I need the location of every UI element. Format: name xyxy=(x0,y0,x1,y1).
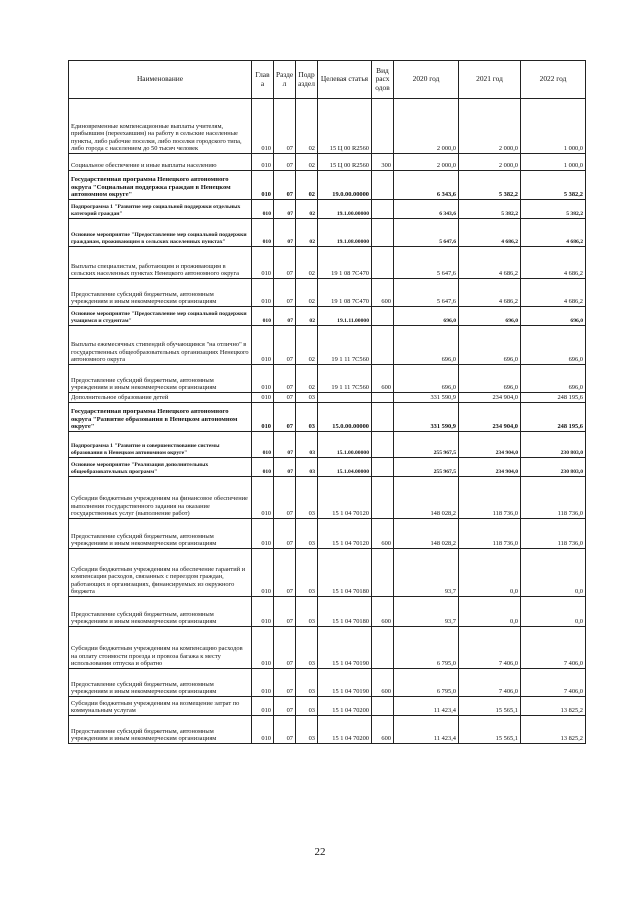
cell-2021: 15 565,1 xyxy=(459,716,521,744)
cell-expense-type xyxy=(372,393,394,403)
cell-target-article: 15 1 04 70190 xyxy=(318,627,372,669)
cell-2022: 118 736,0 xyxy=(521,477,586,519)
cell-2020: 5 647,6 xyxy=(394,279,459,307)
cell-2021: 696,0 xyxy=(459,326,521,365)
cell-razdel: 07 xyxy=(274,432,296,458)
header-glava: Глав а xyxy=(252,61,274,99)
cell-podrazdel: 02 xyxy=(296,154,318,171)
cell-name: Государственная программа Ненецкого автономного округа "Развитие образования в Ненецком автономном округе" xyxy=(69,403,252,432)
cell-glava: 010 xyxy=(252,171,274,200)
cell-expense-type xyxy=(372,200,394,219)
cell-target-article: 19 1 11 7С560 xyxy=(318,326,372,365)
table-row xyxy=(69,432,586,458)
cell-target-article: 15 1 04 70200 xyxy=(318,697,372,716)
cell-2020: 5 647,6 xyxy=(394,219,459,247)
cell-2022: 13 825,2 xyxy=(521,697,586,716)
cell-2020: 148 028,2 xyxy=(394,519,459,549)
cell-glava: 010 xyxy=(252,247,274,279)
cell-podrazdel: 03 xyxy=(296,477,318,519)
cell-2021: 696,0 xyxy=(459,307,521,326)
cell-2020: 93,7 xyxy=(394,597,459,627)
cell-2022: 5 382,2 xyxy=(521,200,586,219)
cell-2021: 5 382,2 xyxy=(459,171,521,200)
cell-2020: 255 967,5 xyxy=(394,458,459,477)
cell-target-article: 15 1 04 70120 xyxy=(318,519,372,549)
table-row xyxy=(69,279,586,307)
cell-expense-type xyxy=(372,171,394,200)
header-expense-type: Вид расх одов xyxy=(372,61,394,99)
cell-2021: 5 382,2 xyxy=(459,200,521,219)
cell-podrazdel: 02 xyxy=(296,200,318,219)
cell-target-article: 15.0.00.00000 xyxy=(318,403,372,432)
cell-target-article: 15 1 04 70180 xyxy=(318,597,372,627)
cell-2020: 331 590,9 xyxy=(394,403,459,432)
cell-expense-type: 600 xyxy=(372,716,394,744)
cell-target-article: 15 1 04 70180 xyxy=(318,549,372,597)
cell-expense-type xyxy=(372,549,394,597)
table-body xyxy=(69,99,586,744)
cell-name: Субсидии бюджетным учреждениям на финансовое обеспечение выполнения государственного задания на оказание государственных услуг (выполнение работ) xyxy=(69,477,252,519)
cell-2022: 5 382,2 xyxy=(521,171,586,200)
cell-2020: 331 590,9 xyxy=(394,393,459,403)
cell-2021: 234 904,0 xyxy=(459,458,521,477)
cell-2022: 1 000,0 xyxy=(521,99,586,154)
cell-razdel: 07 xyxy=(274,477,296,519)
cell-2021: 234 904,0 xyxy=(459,403,521,432)
cell-2022: 230 803,0 xyxy=(521,432,586,458)
header-year-2020: 2020 год xyxy=(394,61,459,99)
table-header-row xyxy=(69,61,586,99)
cell-razdel: 07 xyxy=(274,627,296,669)
table-row xyxy=(69,627,586,669)
cell-expense-type xyxy=(372,458,394,477)
cell-podrazdel: 02 xyxy=(296,326,318,365)
table-row xyxy=(69,477,586,519)
cell-2020: 2 000,0 xyxy=(394,99,459,154)
cell-podrazdel: 03 xyxy=(296,393,318,403)
cell-2020: 6 343,6 xyxy=(394,171,459,200)
cell-2022: 696,0 xyxy=(521,365,586,393)
cell-expense-type xyxy=(372,99,394,154)
cell-razdel: 07 xyxy=(274,307,296,326)
header-podrazdel: Подр аздел xyxy=(296,61,318,99)
cell-2020: 148 028,2 xyxy=(394,477,459,519)
cell-razdel: 07 xyxy=(274,154,296,171)
cell-name: Предоставление субсидий бюджетным, автономным учреждениям и иным некоммерческим организациям xyxy=(69,597,252,627)
table-row xyxy=(69,393,586,403)
cell-podrazdel: 03 xyxy=(296,597,318,627)
cell-glava: 010 xyxy=(252,597,274,627)
cell-2021: 4 686,2 xyxy=(459,247,521,279)
cell-target-article: 15 Ц 00 R2560 xyxy=(318,99,372,154)
cell-razdel: 07 xyxy=(274,403,296,432)
cell-target-article: 19.0.00.00000 xyxy=(318,171,372,200)
table-row xyxy=(69,171,586,200)
table-row xyxy=(69,549,586,597)
header-razdel: Разде л xyxy=(274,61,296,99)
cell-podrazdel: 03 xyxy=(296,403,318,432)
cell-target-article: 15 Ц 00 R2560 xyxy=(318,154,372,171)
cell-podrazdel: 02 xyxy=(296,365,318,393)
table-row xyxy=(69,597,586,627)
cell-glava: 010 xyxy=(252,519,274,549)
cell-2020: 6 795,0 xyxy=(394,627,459,669)
cell-expense-type xyxy=(372,219,394,247)
table-row xyxy=(69,307,586,326)
cell-razdel: 07 xyxy=(274,171,296,200)
cell-expense-type xyxy=(372,326,394,365)
cell-glava: 010 xyxy=(252,326,274,365)
cell-2022: 248 195,6 xyxy=(521,403,586,432)
cell-expense-type xyxy=(372,477,394,519)
cell-2022: 0,0 xyxy=(521,597,586,627)
cell-razdel: 07 xyxy=(274,326,296,365)
cell-name: Подпрограмма 1 "Развитие и совершенствование системы образования в Ненецком автономном округе" xyxy=(69,432,252,458)
cell-target-article: 15 1 04 70190 xyxy=(318,669,372,697)
cell-razdel: 07 xyxy=(274,247,296,279)
cell-2022: 7 406,0 xyxy=(521,627,586,669)
cell-glava: 010 xyxy=(252,477,274,519)
table-row xyxy=(69,99,586,154)
cell-target-article: 19.1.00.00000 xyxy=(318,200,372,219)
cell-2021: 7 406,0 xyxy=(459,669,521,697)
cell-podrazdel: 02 xyxy=(296,279,318,307)
cell-name: Единовременные компенсационные выплаты учителям, прибывшим (переехавшим) на работу в сельские населенные пункты, либо рабочие поселки, либо поселки городского типа, либо города с населением до 50 тысяч человек xyxy=(69,99,252,154)
cell-razdel: 07 xyxy=(274,669,296,697)
cell-name: Субсидии бюджетным учреждениям на обеспечение гарантий и компенсации расходов, связанных с переездом граждан, работающих в организациях, финансируемых из окружного бюджета xyxy=(69,549,252,597)
cell-podrazdel: 03 xyxy=(296,627,318,669)
cell-2022: 4 686,2 xyxy=(521,279,586,307)
header-target-article: Целевая статья xyxy=(318,61,372,99)
cell-podrazdel: 02 xyxy=(296,247,318,279)
cell-expense-type xyxy=(372,403,394,432)
cell-podrazdel: 02 xyxy=(296,99,318,154)
cell-glava: 010 xyxy=(252,365,274,393)
cell-expense-type: 600 xyxy=(372,519,394,549)
cell-name: Предоставление субсидий бюджетным, автономным учреждениям и иным некоммерческим организациям xyxy=(69,519,252,549)
cell-podrazdel: 03 xyxy=(296,432,318,458)
cell-glava: 010 xyxy=(252,200,274,219)
cell-podrazdel: 02 xyxy=(296,307,318,326)
cell-expense-type xyxy=(372,627,394,669)
cell-razdel: 07 xyxy=(274,393,296,403)
cell-podrazdel: 02 xyxy=(296,219,318,247)
cell-expense-type: 600 xyxy=(372,279,394,307)
cell-name: Субсидии бюджетным учреждениям на возмещение затрат по коммунальным услугам xyxy=(69,697,252,716)
cell-razdel: 07 xyxy=(274,279,296,307)
cell-expense-type xyxy=(372,307,394,326)
cell-glava: 010 xyxy=(252,432,274,458)
cell-name: Предоставление субсидий бюджетным, автономным учреждениям и иным некоммерческим организациям xyxy=(69,279,252,307)
cell-target-article: 15.1.04.00000 xyxy=(318,458,372,477)
table-row xyxy=(69,669,586,697)
cell-podrazdel: 02 xyxy=(296,171,318,200)
cell-2022: 13 825,2 xyxy=(521,716,586,744)
cell-razdel: 07 xyxy=(274,200,296,219)
cell-podrazdel: 03 xyxy=(296,519,318,549)
cell-name: Основное мероприятие "Реализация дополнительных общеобразовательных программ" xyxy=(69,458,252,477)
cell-target-article: 19 1 11 7С560 xyxy=(318,365,372,393)
cell-glava: 010 xyxy=(252,393,274,403)
cell-2021: 15 565,1 xyxy=(459,697,521,716)
cell-name: Основное мероприятие "Предоставление мер социальной поддержки учащимся и студентам" xyxy=(69,307,252,326)
cell-name: Предоставление субсидий бюджетным, автономным учреждениям и иным некоммерческим организациям xyxy=(69,365,252,393)
cell-expense-type xyxy=(372,432,394,458)
cell-2022: 230 803,0 xyxy=(521,458,586,477)
cell-glava: 010 xyxy=(252,716,274,744)
cell-podrazdel: 03 xyxy=(296,549,318,597)
cell-2022: 118 736,0 xyxy=(521,519,586,549)
cell-2022: 7 406,0 xyxy=(521,669,586,697)
cell-glava: 010 xyxy=(252,279,274,307)
cell-glava: 010 xyxy=(252,549,274,597)
cell-target-article: 15 1 04 70200 xyxy=(318,716,372,744)
cell-glava: 010 xyxy=(252,697,274,716)
cell-2021: 7 406,0 xyxy=(459,627,521,669)
cell-2022: 4 686,2 xyxy=(521,247,586,279)
table-row xyxy=(69,519,586,549)
cell-expense-type xyxy=(372,247,394,279)
cell-2020: 11 423,4 xyxy=(394,716,459,744)
cell-2020: 11 423,4 xyxy=(394,697,459,716)
cell-expense-type: 600 xyxy=(372,669,394,697)
budget-table xyxy=(68,60,586,744)
cell-name: Социальное обеспечение и иные выплаты населению xyxy=(69,154,252,171)
page-number: 22 xyxy=(314,846,326,858)
cell-glava: 010 xyxy=(252,154,274,171)
header-year-2022: 2022 год xyxy=(521,61,586,99)
cell-target-article: 19.1.08.00000 xyxy=(318,219,372,247)
cell-expense-type xyxy=(372,697,394,716)
cell-razdel: 07 xyxy=(274,519,296,549)
cell-name: Выплаты ежемесячных стипендий обучающимся "на отлично" в государственных общеобразовательных организациях Ненецкого автономного округа xyxy=(69,326,252,365)
cell-glava: 010 xyxy=(252,403,274,432)
cell-expense-type: 600 xyxy=(372,365,394,393)
cell-2022: 248 195,6 xyxy=(521,393,586,403)
table-row xyxy=(69,200,586,219)
cell-name: Дополнительное образование детей xyxy=(69,393,252,403)
cell-target-article: 15 1 04 70120 xyxy=(318,477,372,519)
cell-2021: 118 736,0 xyxy=(459,519,521,549)
cell-name: Подпрограмма 1 "Развитие мер социальной поддержки отдельных категорий граждан" xyxy=(69,200,252,219)
cell-glava: 010 xyxy=(252,669,274,697)
cell-expense-type: 300 xyxy=(372,154,394,171)
cell-target-article: 19.1.11.00000 xyxy=(318,307,372,326)
table-row xyxy=(69,154,586,171)
cell-razdel: 07 xyxy=(274,365,296,393)
table-row xyxy=(69,326,586,365)
cell-name: Государственная программа Ненецкого автономного округа "Социальная поддержка граждан в Ненецком автономном округе" xyxy=(69,171,252,200)
cell-glava: 010 xyxy=(252,627,274,669)
cell-2022: 696,0 xyxy=(521,307,586,326)
cell-2020: 93,7 xyxy=(394,549,459,597)
cell-2021: 0,0 xyxy=(459,549,521,597)
cell-expense-type: 600 xyxy=(372,597,394,627)
header-name: Наименование xyxy=(69,61,252,99)
table-row xyxy=(69,716,586,744)
cell-2021: 4 686,2 xyxy=(459,279,521,307)
cell-2021: 2 000,0 xyxy=(459,99,521,154)
cell-2020: 2 000,0 xyxy=(394,154,459,171)
cell-razdel: 07 xyxy=(274,99,296,154)
table-row xyxy=(69,458,586,477)
cell-2021: 2 000,0 xyxy=(459,154,521,171)
cell-2021: 696,0 xyxy=(459,365,521,393)
cell-2021: 4 686,2 xyxy=(459,219,521,247)
cell-2020: 6 343,6 xyxy=(394,200,459,219)
cell-2022: 0,0 xyxy=(521,549,586,597)
cell-2020: 5 647,6 xyxy=(394,247,459,279)
cell-2020: 6 795,0 xyxy=(394,669,459,697)
table-row xyxy=(69,403,586,432)
cell-2020: 696,0 xyxy=(394,307,459,326)
header-year-2021: 2021 год xyxy=(459,61,521,99)
cell-podrazdel: 03 xyxy=(296,716,318,744)
table-row xyxy=(69,219,586,247)
table-row xyxy=(69,697,586,716)
cell-glava: 010 xyxy=(252,99,274,154)
cell-podrazdel: 03 xyxy=(296,697,318,716)
cell-2021: 234 904,0 xyxy=(459,432,521,458)
cell-2021: 0,0 xyxy=(459,597,521,627)
cell-2022: 696,0 xyxy=(521,326,586,365)
cell-razdel: 07 xyxy=(274,597,296,627)
cell-2022: 1 000,0 xyxy=(521,154,586,171)
budget-table-container xyxy=(68,60,585,744)
cell-2020: 696,0 xyxy=(394,326,459,365)
cell-podrazdel: 03 xyxy=(296,669,318,697)
cell-razdel: 07 xyxy=(274,716,296,744)
cell-razdel: 07 xyxy=(274,219,296,247)
table-row xyxy=(69,365,586,393)
cell-2020: 696,0 xyxy=(394,365,459,393)
table-row xyxy=(69,247,586,279)
cell-glava: 010 xyxy=(252,219,274,247)
cell-target-article xyxy=(318,393,372,403)
cell-razdel: 07 xyxy=(274,549,296,597)
cell-name: Выплаты специалистам, работающим и проживающим в сельских населенных пунктах Ненецкого автономного округа xyxy=(69,247,252,279)
cell-razdel: 07 xyxy=(274,697,296,716)
cell-target-article: 19 1 08 7С470 xyxy=(318,247,372,279)
cell-2021: 234 904,0 xyxy=(459,393,521,403)
cell-podrazdel: 03 xyxy=(296,458,318,477)
cell-target-article: 15.1.00.00000 xyxy=(318,432,372,458)
cell-target-article: 19 1 08 7С470 xyxy=(318,279,372,307)
cell-2022: 4 686,2 xyxy=(521,219,586,247)
cell-name: Основное мероприятие "Предоставление мер социальной поддержки гражданам, проживающим в сельских населенных пунктах" xyxy=(69,219,252,247)
cell-2020: 255 967,5 xyxy=(394,432,459,458)
cell-razdel: 07 xyxy=(274,458,296,477)
cell-2021: 118 736,0 xyxy=(459,477,521,519)
cell-name: Субсидии бюджетным учреждениям на компенсацию расходов на оплату стоимости проезда и провоза багажа к месту использования отпуска и обратно xyxy=(69,627,252,669)
cell-name: Предоставление субсидий бюджетным, автономным учреждениям и иным некоммерческим организациям xyxy=(69,669,252,697)
cell-glava: 010 xyxy=(252,307,274,326)
cell-name: Предоставление субсидий бюджетным, автономным учреждениям и иным некоммерческим организациям xyxy=(69,716,252,744)
cell-glava: 010 xyxy=(252,458,274,477)
